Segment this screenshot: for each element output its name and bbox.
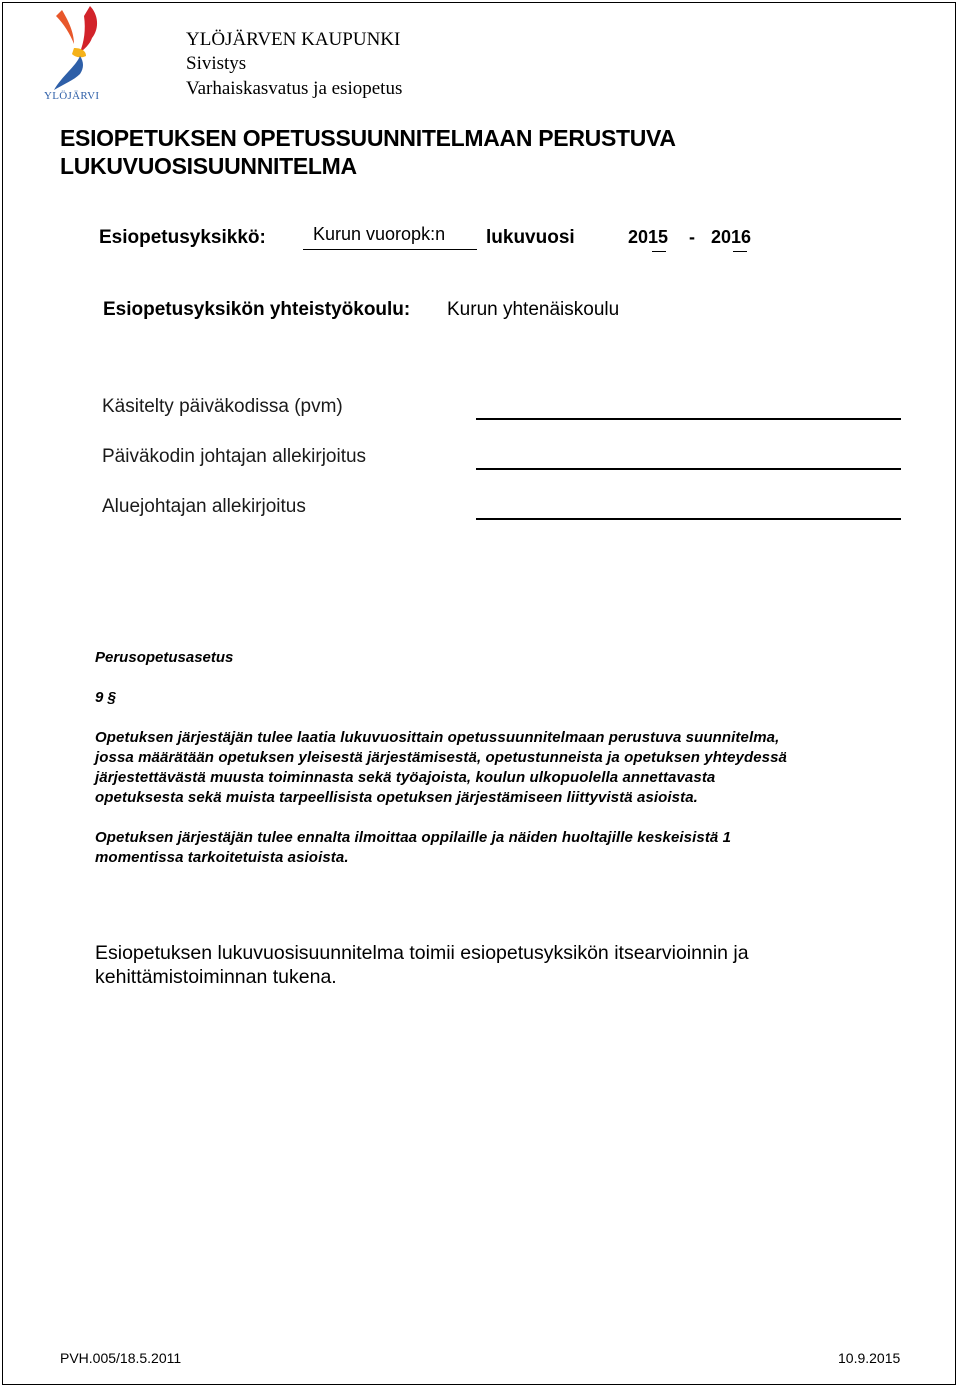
regulation-p1-line4: opetuksesta sekä muista tarpeellisista opetuksen järjestämiseen liittyvistä asioista. bbox=[95, 789, 698, 806]
regulation-p1-line3: järjestettävästä muusta toiminnasta sekä työajoista, koulun ulkopuolella annettavasta bbox=[95, 769, 716, 786]
logo-text: YLÖJÄRVI bbox=[44, 90, 100, 102]
org-unit: Varhaiskasvatus ja esiopetus bbox=[186, 78, 403, 99]
partner-school-label: Esiopetusyksikön yhteistyökoulu: bbox=[103, 299, 411, 320]
area-director-signature-label: Aluejohtajan allekirjoitus bbox=[102, 496, 306, 517]
year-end-underline bbox=[733, 251, 747, 252]
page-title-line2: LUKUVUOSISUUNNITELMA bbox=[60, 153, 357, 179]
year-end-field[interactable]: 2016 bbox=[711, 227, 752, 247]
page-frame bbox=[2, 2, 956, 1385]
year-start-underline bbox=[652, 251, 666, 252]
partner-school-value[interactable]: Kurun yhtenäiskoulu bbox=[447, 299, 620, 320]
unit-field[interactable]: Kurun vuoropk:n bbox=[303, 224, 477, 250]
page-title-line1: ESIOPETUKSEN OPETUSSUUNNITELMAAN PERUSTUVA bbox=[60, 125, 676, 151]
closing-line2: kehittämistoiminnan tukena. bbox=[95, 966, 337, 988]
school-year-label: lukuvuosi bbox=[486, 227, 575, 248]
regulation-p2-line1: Opetuksen järjestäjän tulee ennalta ilmoittaa oppilaille ja näiden huoltajille keskeisistä 1 bbox=[95, 829, 732, 846]
regulation-heading: Perusopetusasetus bbox=[95, 649, 234, 666]
director-signature-label: Päiväkodin johtajan allekirjoitus bbox=[102, 446, 367, 467]
org-name: YLÖJÄRVEN KAUPUNKI bbox=[186, 29, 401, 50]
processed-date-label: Käsitelty päiväkodissa (pvm) bbox=[102, 396, 343, 417]
unit-label: Esiopetusyksikkö: bbox=[99, 227, 266, 248]
regulation-p1-line1: Opetuksen järjestäjän tulee laatia lukuvuosittain opetussuunnitelmaan perustuva suunnitelma, bbox=[95, 729, 780, 746]
year-start-field[interactable]: 2015 bbox=[628, 227, 669, 247]
footer-doc-code: PVH.005/18.5.2011 bbox=[60, 1350, 182, 1366]
regulation-p1-line2: jossa määrätään opetuksen yleisestä järjestämisestä, opetustunneista ja opetuksen yhteydessä bbox=[95, 749, 787, 766]
closing-line1: Esiopetuksen lukuvuosisuunnitelma toimii esiopetusyksikön itsearvioinnin ja bbox=[95, 942, 749, 964]
org-division: Sivistys bbox=[186, 53, 247, 74]
processed-date-line[interactable] bbox=[476, 418, 901, 420]
area-director-signature-line[interactable] bbox=[476, 518, 901, 520]
year-separator: - bbox=[689, 227, 695, 247]
regulation-p2-line2: momentissa tarkoitetuista asioista. bbox=[95, 849, 349, 866]
regulation-section: 9 § bbox=[95, 689, 116, 706]
footer-date: 10.9.2015 bbox=[838, 1350, 901, 1366]
director-signature-line[interactable] bbox=[476, 468, 901, 470]
